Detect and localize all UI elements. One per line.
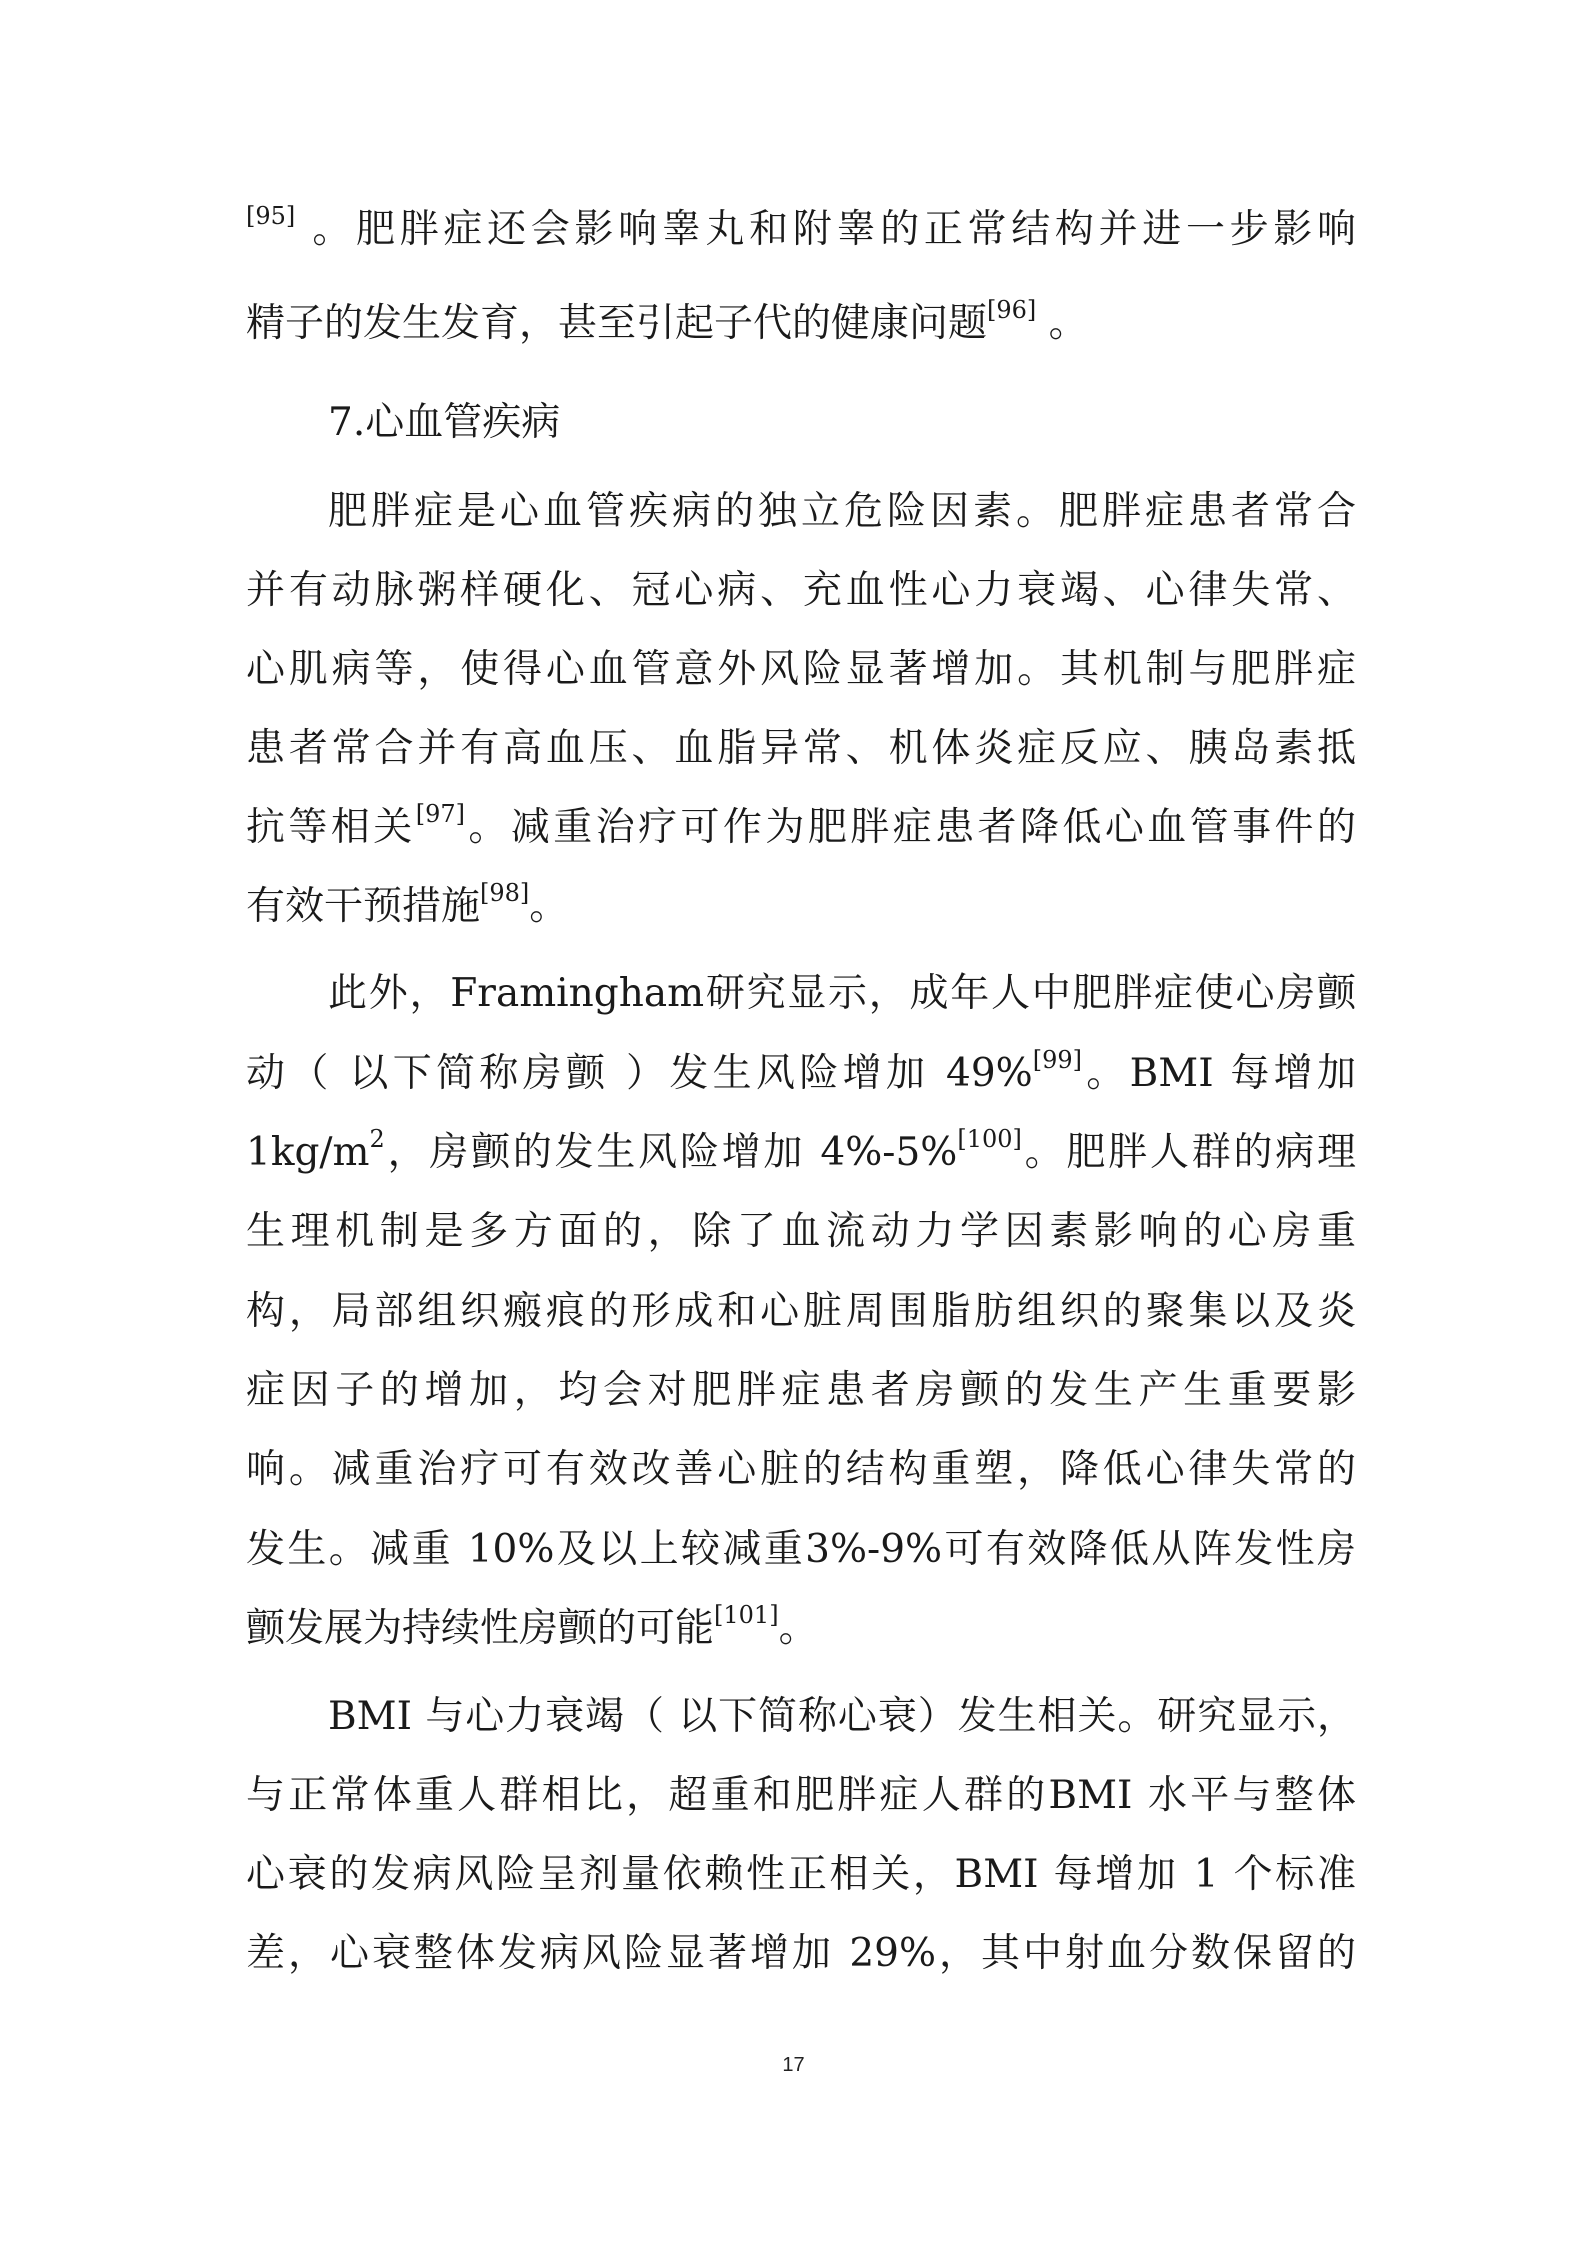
- citation: [100]: [957, 1125, 1022, 1153]
- citation: [101]: [714, 1601, 779, 1629]
- text: 。肥胖症还会影响睾丸和附睾的正常结构并进一步影响: [295, 207, 1356, 252]
- paragraph-line: 症因子的增加，均会对肥胖症患者房颤的发生产生重要影: [246, 1368, 1356, 1413]
- paragraph-line: 响。减重治疗可有效改善心脏的结构重塑，降低心律失常的: [246, 1447, 1356, 1492]
- paragraph-line: [246, 1046, 1357, 1099]
- text: 1kg/m: [246, 1130, 370, 1175]
- text: 。减重治疗可作为肥胖症患者降低心血管事件的: [464, 805, 1356, 850]
- text: 颤发展为持续性房颤的可能: [246, 1606, 715, 1651]
- paragraph-line: [246, 202, 1356, 255]
- citation: [99]: [1032, 1046, 1082, 1074]
- paragraph-line: 肥胖症是心血管疾病的独立危险因素。肥胖症患者常合: [328, 489, 1356, 534]
- citation: [97]: [415, 800, 465, 828]
- text: 。肥胖人群的病理: [1021, 1130, 1356, 1175]
- text: ，房颤的发生风险增加 4%-5%: [384, 1130, 958, 1175]
- paragraph-line: 构，局部组织瘢痕的形成和心脏周围脂肪组织的聚集以及炎: [246, 1289, 1356, 1334]
- text: 精子的发生发育，甚至引起子代的健康问题: [246, 301, 988, 346]
- paragraph-line: [246, 1125, 1356, 1178]
- paragraph-line: 生理机制是多方面的，除了血流动力学因素影响的心房重: [246, 1209, 1356, 1254]
- text: 。: [1036, 301, 1088, 346]
- paragraph-line: [246, 1601, 1356, 1654]
- text: 。BMI 每增加: [1081, 1051, 1357, 1096]
- paragraph-line: 与正常体重人群相比，超重和肥胖症人群的BMI 水平与整体: [246, 1773, 1356, 1818]
- text: 。: [778, 1606, 818, 1651]
- section-heading: 7.心血管疾病: [328, 400, 561, 445]
- paragraph-line: 发生。减重 10%及以上较减重3%-9%可有效降低从阵发性房: [246, 1527, 1356, 1572]
- paragraph-line: 心肌病等，使得心血管意外风险显著增加。其机制与肥胖症: [246, 647, 1356, 692]
- text: 。: [529, 884, 569, 929]
- paragraph-line: BMI 与心力衰竭（ 以下简称心衰）发生相关。研究显示，: [328, 1694, 1356, 1739]
- citation: [96]: [987, 296, 1037, 324]
- superscript: 2: [369, 1125, 385, 1153]
- text: 有效干预措施: [246, 884, 481, 929]
- paragraph-line: 患者常合并有高血压、血脂异常、机体炎症反应、胰岛素抵: [246, 726, 1356, 771]
- paragraph-line: [246, 879, 1356, 932]
- citation: [95]: [246, 202, 296, 230]
- text: 动（ 以下简称房颤 ）发生风险增加 49%: [246, 1051, 1033, 1096]
- paragraph-line: 心衰的发病风险呈剂量依赖性正相关，BMI 每增加 1 个标准: [246, 1852, 1356, 1897]
- paragraph-line: 差，心衰整体发病风险显著增加 29%，其中射血分数保留的: [246, 1931, 1356, 1976]
- paragraph-line: [246, 800, 1356, 853]
- paragraph-line: 此外，Framingham研究显示，成年人中肥胖症使心房颤: [328, 971, 1356, 1016]
- paragraph-line: 并有动脉粥样硬化、冠心病、充血性心力衰竭、心律失常、: [246, 568, 1356, 613]
- citation: [98]: [480, 879, 530, 907]
- paragraph-line: [246, 296, 1356, 349]
- page-number: 17: [782, 2054, 805, 2076]
- text: 抗等相关: [246, 805, 416, 850]
